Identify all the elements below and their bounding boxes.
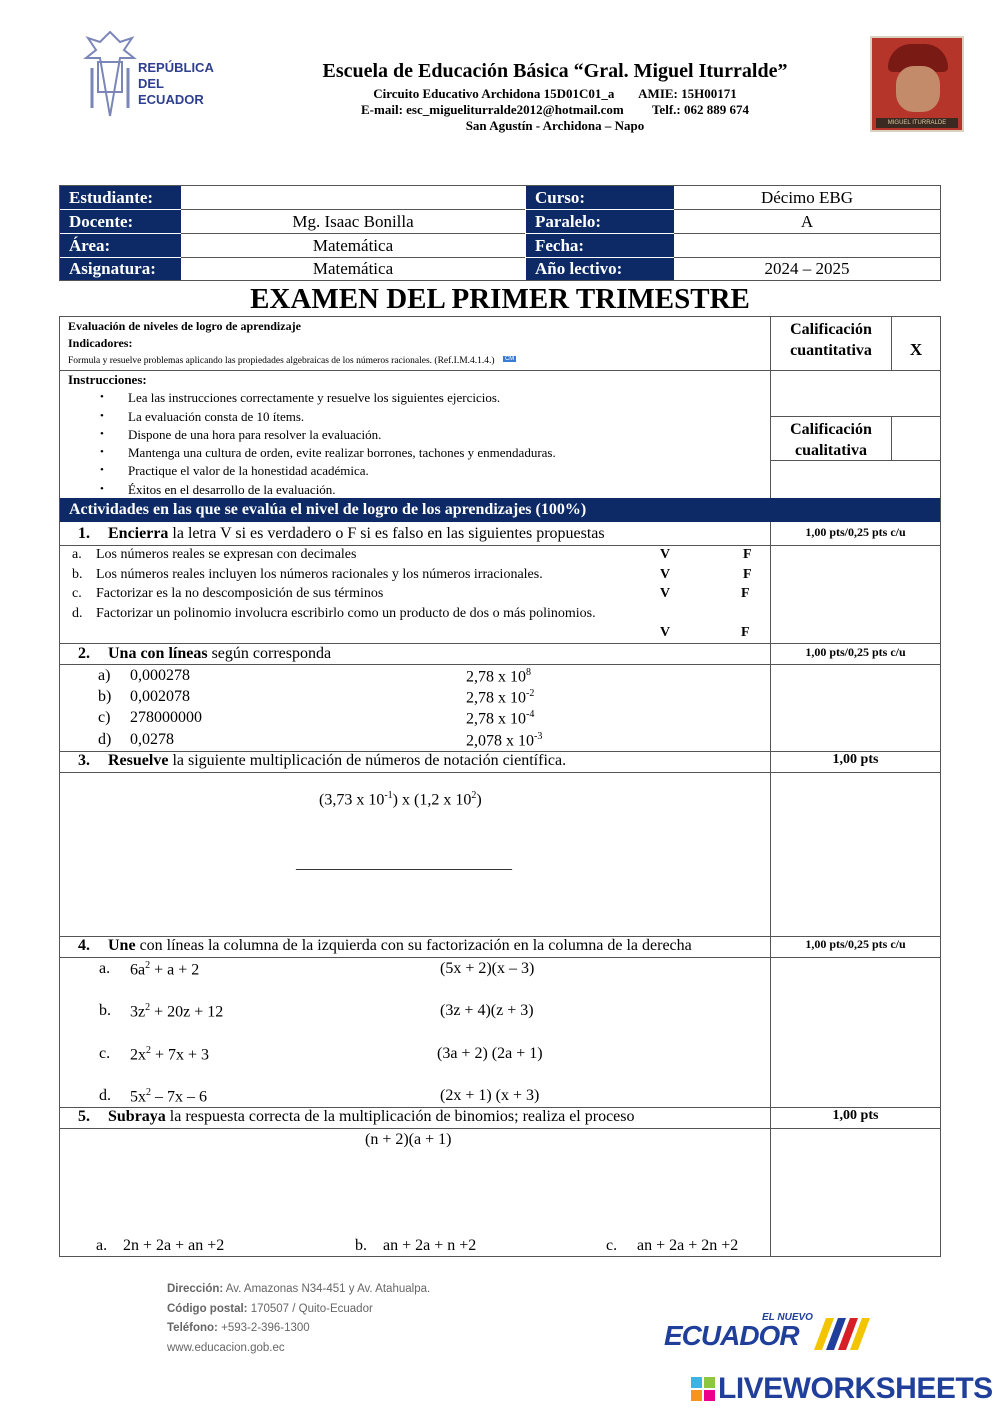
instructions-label: Instrucciones:: [68, 372, 147, 387]
brand-big: ECUADOR: [664, 1320, 799, 1351]
q5-rest: la respuesta correcta de la multiplicación de binomios; realiza el proceso: [165, 1108, 635, 1125]
q3-rest: la siguiente multiplicación de números de notación científica.: [168, 752, 567, 769]
q1-item-letter: a.: [72, 547, 82, 562]
q2-bold: Una con líneas: [108, 645, 208, 662]
crest-text-line2: DEL ECUADOR: [138, 76, 204, 107]
q1-heading: [78, 525, 605, 543]
instruction-item: Practique el valor de la honestidad académica.: [128, 463, 369, 478]
qual-label-1: Calificación: [790, 421, 872, 438]
q3-answer-line[interactable]: ___________________________: [296, 855, 512, 872]
quant-label-2: cuantitativa: [790, 342, 872, 359]
q4-left-polynomial[interactable]: $2x^2 + 7x + 3$: [130, 1045, 210, 1064]
q4-rest: con líneas la columna de la izquierda con su factorización en la columna de la derecha: [135, 937, 692, 954]
area-label: Área:: [60, 234, 181, 257]
q4-left-letter: b.: [99, 1002, 111, 1019]
school-location: San Agustín - Archidona – Napo: [465, 118, 645, 133]
instruction-item: Éxitos en el desarrollo de la evaluación.: [128, 482, 336, 497]
q1-item-text: Factorizar un polinomio involucra escribirlo como un producto de dos o más polinomios.: [96, 606, 596, 621]
q4-left-polynomial[interactable]: $3z^2 + 20z + 12$: [130, 1002, 224, 1021]
q1-true-option[interactable]: V: [660, 586, 671, 601]
course-label: Curso:: [526, 186, 674, 209]
teacher-value: Mg. Isaac Bonilla: [181, 210, 525, 234]
quant-label-1: Calificación: [790, 321, 872, 338]
instruction-item: Dispone de una hora para resolver la evaluación.: [128, 427, 382, 442]
q1-points: 1,00 pts/0,25 pts c/u: [805, 525, 906, 539]
footer-phone: +593-2-396-1300: [217, 1322, 310, 1334]
bullet-icon: •: [100, 410, 104, 422]
indicator-text: Formula y resuelve problemas aplicando las propiedades algebraicas de los números racionales. (Ref.I.M.4.1.4.): [68, 356, 495, 366]
amie: AMIE: 15H00171: [638, 86, 737, 101]
year-value: 2024 – 2025: [764, 259, 850, 278]
phone-label: Teléfono:: [167, 1322, 218, 1334]
q5-points: 1,00 pts: [832, 1108, 879, 1123]
bullet-icon: •: [100, 483, 104, 495]
q4-right-factorization[interactable]: (5x + 2)(x – 3): [440, 960, 535, 977]
q4-left-polynomial[interactable]: $5x^2 - 7x - 6$: [130, 1087, 207, 1106]
q5-number: 5.: [78, 1108, 90, 1125]
q1-rest: la letra V si es verdadero o F si es falso en las siguientes propuestas: [168, 525, 605, 542]
q5-heading: [78, 1108, 635, 1126]
school-name: Escuela de Educación Básica “Gral. Miguel Iturralde”: [322, 60, 788, 82]
qual-label-2: cualitativa: [795, 442, 867, 459]
q2-left-value[interactable]: 0,0278: [130, 731, 174, 748]
q2-right-value[interactable]: 2,78 x $10^{-2}$: [466, 688, 535, 707]
liveworksheets-text: LIVEWORKSHEETS: [718, 1372, 993, 1405]
subject-value: Matemática: [312, 259, 394, 278]
q2-left-letter: a): [98, 667, 111, 684]
liveworksheets-logo-icon: [690, 1376, 716, 1402]
q2-left-value[interactable]: 278000000: [130, 709, 202, 726]
flag-stripes-icon: [812, 1316, 872, 1352]
q3-number: 3.: [78, 752, 90, 769]
q1-item-letter: c.: [72, 586, 82, 601]
q4-left-letter: a.: [99, 960, 111, 977]
q3-expression: (3,73 x $10^{-1}$) x (1,2 x $10^2$): [319, 790, 482, 809]
instruction-item: Mantenga una cultura de orden, evite realizar borrones, tachones y enmendaduras.: [128, 445, 556, 460]
q2-heading: [78, 645, 331, 663]
q5-option-letter: b.: [355, 1237, 367, 1254]
area-value: Matemática: [181, 234, 525, 258]
q4-left-letter: c.: [99, 1045, 111, 1062]
postal: 170507 / Quito-Ecuador: [247, 1302, 373, 1315]
q4-points: 1,00 pts/0,25 pts c/u: [805, 937, 906, 951]
q3-bold: Resuelve: [108, 752, 169, 769]
evaluation-heading: Evaluación de niveles de logro de aprendizaje: [68, 319, 301, 333]
quant-value: X: [909, 340, 923, 359]
q2-right-value[interactable]: 2,078 x $10^{-3}$: [466, 731, 543, 750]
patron-photo: [870, 36, 964, 132]
school-email: E-mail: esc_migueliturralde2012@hotmail.com: [361, 102, 624, 117]
q1-true-option[interactable]: V: [660, 625, 671, 640]
q2-points: 1,00 pts/0,25 pts c/u: [805, 645, 906, 659]
q3-heading: [78, 752, 566, 770]
address-label: Dirección:: [167, 1283, 224, 1295]
ministry-crest-logo: [80, 28, 220, 120]
q5-option-letter: c.: [606, 1237, 618, 1254]
q1-true-option[interactable]: V: [660, 547, 671, 562]
crest-text-line1: REPÚBLICA: [138, 60, 214, 75]
website-link[interactable]: www.educacion.gob.ec: [167, 1341, 285, 1354]
year-label: Año lectivo:: [526, 258, 674, 280]
school-phone: Telf.: 062 889 674: [651, 102, 749, 117]
q2-left-letter: b): [98, 688, 112, 705]
q2-left-value[interactable]: 0,002078: [130, 688, 190, 705]
q1-false-option[interactable]: F: [743, 567, 752, 582]
teacher-label: Docente:: [60, 210, 181, 233]
q4-left-polynomial[interactable]: $6a^2 + a + 2$: [130, 960, 200, 979]
q2-rest: según corresponda: [207, 645, 332, 662]
q1-bold: Encierra: [108, 525, 169, 542]
q1-item-letter: b.: [72, 567, 83, 582]
nuevo-ecuador-logo: [664, 1312, 874, 1354]
subject-label: Asignatura:: [60, 258, 181, 280]
instruction-item: La evaluación consta de 10 ítems.: [128, 409, 305, 424]
q4-right-factorization[interactable]: (3a + 2) (2a + 1): [437, 1045, 543, 1062]
date-label: Fecha:: [526, 234, 674, 257]
cm-badge-icon: CM: [504, 356, 515, 362]
q4-number: 4.: [78, 937, 90, 954]
instruction-item: Lea las instrucciones correctamente y resuelve los siguientes ejercicios.: [128, 390, 501, 405]
indicators-label: Indicadores:: [68, 336, 133, 350]
q1-false-option[interactable]: F: [743, 547, 752, 562]
circuit: Circuito Educativo Archidona 15D01C01_a: [373, 86, 615, 101]
q1-item-text: Los números reales se expresan con decimales: [96, 547, 357, 562]
q5-option-c[interactable]: an + 2a + 2n +2: [637, 1237, 739, 1254]
brand-small: EL NUEVO: [762, 1312, 813, 1323]
q2-left-letter: c): [98, 709, 111, 726]
footer-contact: [167, 1280, 430, 1358]
q5-bold: Subraya: [108, 1108, 166, 1125]
parallel-value: A: [674, 210, 940, 234]
q1-item-letter: d.: [72, 606, 83, 621]
q4-left-letter: d.: [99, 1087, 111, 1104]
bullet-icon: •: [100, 391, 104, 403]
q1-false-option[interactable]: F: [741, 586, 750, 601]
q1-item-text: Los números reales incluyen los números racionales y los números irracionales.: [96, 567, 543, 582]
bullet-icon: •: [100, 428, 104, 440]
q1-item-text: Factorizar es la no descomposición de sus términos: [96, 586, 384, 601]
q2-left-letter: d): [98, 731, 112, 748]
student-label: Estudiante:: [60, 186, 181, 209]
q2-right-value[interactable]: 2,78 x $10^8$: [466, 667, 531, 686]
q5-option-a[interactable]: 2n + 2a + an +2: [123, 1237, 225, 1254]
student-value[interactable]: [181, 186, 525, 210]
q5-option-letter: a.: [96, 1237, 108, 1254]
q4-heading: [78, 937, 692, 955]
course-value: Décimo EBG: [674, 186, 940, 210]
q4-right-factorization[interactable]: (3z + 4)(z + 3): [440, 1002, 534, 1019]
q1-number: 1.: [78, 525, 90, 542]
q2-left-value[interactable]: 0,000278: [130, 667, 190, 684]
q1-false-option[interactable]: F: [741, 625, 750, 640]
postal-label: Código postal:: [167, 1302, 248, 1315]
parallel-label: Paralelo:: [526, 210, 674, 233]
q4-right-factorization[interactable]: (2x + 1) (x + 3): [440, 1087, 540, 1104]
bullet-icon: •: [100, 446, 104, 458]
q3-points: 1,00 pts: [832, 752, 879, 767]
activities-banner: Actividades en las que se evalúa el nivel de logro de los aprendizajes (100%): [60, 498, 940, 522]
q2-right-value[interactable]: 2,78 x $10^{-4}$: [466, 709, 535, 728]
q5-expression: (n + 2)(a + 1): [365, 1131, 452, 1148]
coat-of-arms-icon: [80, 28, 140, 120]
bullet-icon: •: [100, 464, 104, 476]
date-value[interactable]: [674, 234, 940, 258]
address: Av. Amazonas N34-451 y Av. Atahualpa.: [223, 1283, 431, 1295]
q2-number: 2.: [78, 645, 90, 662]
photo-caption: MIGUEL ITURRALDE: [876, 118, 958, 128]
q4-bold: Une: [108, 937, 136, 954]
q5-option-b[interactable]: an + 2a + n +2: [383, 1237, 477, 1254]
q1-true-option[interactable]: V: [660, 567, 671, 582]
exam-title: EXAMEN DEL PRIMER TRIMESTRE: [250, 283, 750, 315]
